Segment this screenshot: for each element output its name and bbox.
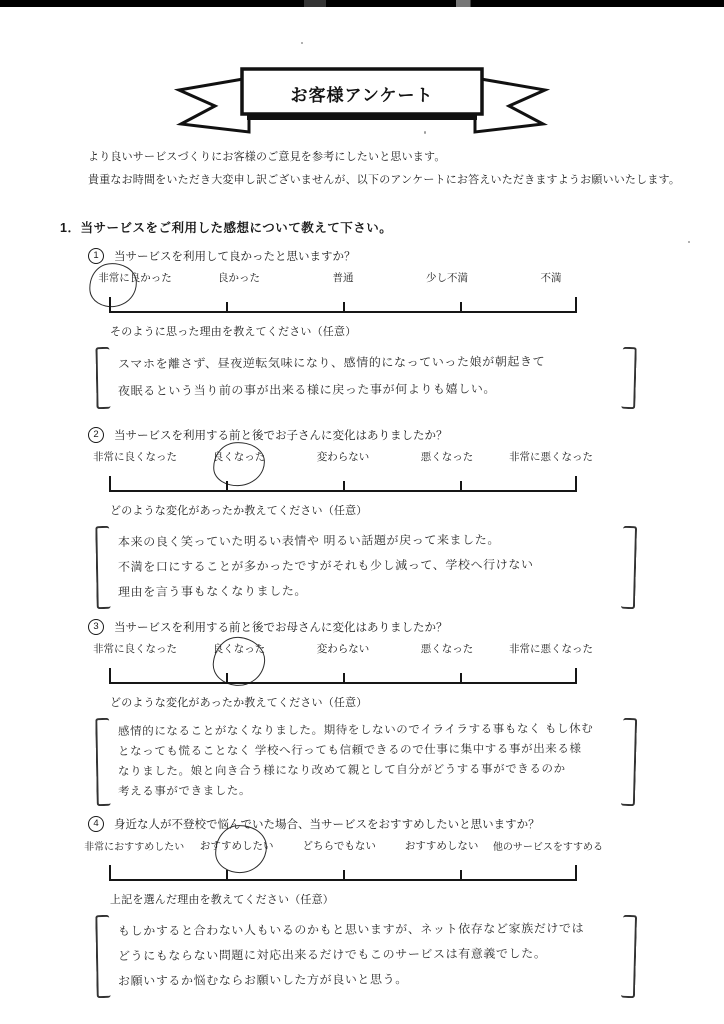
- question-4-answer: [96, 913, 636, 1000]
- scale-option: 非常に良くなった: [93, 451, 177, 463]
- handwritten-line: となっても慌ることなく 学校へ行っても信頼できるので仕事に集中する事が出来る様: [117, 743, 582, 758]
- intro-text: [88, 146, 724, 192]
- handwritten-line: スマホを離さず、昼夜逆転気味になり、感情的になっていった娘が朝起きて: [117, 354, 546, 371]
- circled-number-icon: 4: [88, 816, 104, 832]
- scale-option: 非常におすすめしたい: [84, 842, 185, 853]
- scale-tick: [460, 673, 462, 682]
- scale-labels: [83, 449, 603, 464]
- question-1-answer: [96, 345, 636, 411]
- question-block-3: [0, 619, 724, 808]
- circled-number-icon: 1: [88, 248, 104, 264]
- handwritten-line: 不満を口にすることが多かったですがそれも少し減って、学校へ行けない: [117, 557, 534, 574]
- section-title: 1．当サービスをご利用した感想について教えて下さい。: [60, 221, 393, 235]
- scale-tick: [343, 481, 345, 490]
- scale-line: [109, 476, 577, 492]
- question-2-answer: [96, 524, 636, 611]
- scale-option: 変わらない: [316, 451, 370, 463]
- ribbon-banner: [169, 66, 555, 136]
- handwritten-line: 夜眠るという当り前の事が出来る様に戻った事が何よりも嬉しい。: [117, 381, 497, 398]
- scale-option: 普通: [332, 272, 354, 284]
- handwritten-line: どうにもならない問題に対応出来るだけでもこのサービスは有意義でした。: [117, 946, 547, 963]
- bracket-right-mark: [621, 526, 637, 609]
- scale-option: 非常に良くなった: [93, 643, 177, 655]
- scale-tick: [343, 870, 345, 879]
- scale-labels: [83, 838, 603, 853]
- scan-artifact-top-edge: [0, 0, 724, 7]
- scale-labels: [83, 270, 603, 285]
- question-2-followup: どのような変化があったか教えてください（任意）: [110, 505, 368, 517]
- question-4-scale: [83, 838, 603, 881]
- scale-option: 悪くなった: [420, 643, 474, 655]
- handwritten-line: もしかすると合わない人もいるのかもと思いますが、ネット依存など家族だけでは: [117, 921, 585, 938]
- intro-line-2: 貴重なお時間をいただき大変申し訳ございませんが、以下のアンケートにお答えいただきますようお願いいたします。: [88, 174, 681, 186]
- question-4-followup: 上記を選んだ理由を教えてください（任意）: [110, 894, 334, 906]
- bracket-left-mark: [95, 915, 110, 998]
- question-3-scale: [83, 641, 603, 684]
- question-3-text: 当サービスを利用する前と後でお母さんに変化はありましたか？: [114, 622, 448, 634]
- bracket-left-mark: [95, 526, 110, 609]
- bracket-right-mark: [621, 347, 637, 409]
- scale-option: 変わらない: [316, 643, 370, 655]
- handwritten-line: お願いするか悩むならお願いした方が良いと思う。: [117, 972, 408, 988]
- scale-tick: [109, 476, 111, 490]
- handwritten-line: 理由を言う事もなくなりました。: [117, 583, 308, 599]
- intro-line-1: より良いサービスづくりにお客様のご意見を参考にしたいと思います。: [88, 151, 446, 163]
- scale-tick: [226, 302, 228, 311]
- scale-tick: [109, 668, 111, 682]
- scale-option: おすすめしたい: [199, 840, 274, 852]
- scale-option: 良かった: [218, 272, 260, 284]
- handwritten-line: 感情的になることがなくなりました。期待をしないのでイライラする事もなく もし休む: [117, 723, 594, 738]
- scale-tick: [460, 870, 462, 879]
- question-3-answer: [96, 716, 636, 808]
- question-2-text: 当サービスを利用する前と後でお子さんに変化はありましたか？: [114, 430, 448, 442]
- question-3-followup: どのような変化があったか教えてください（任意）: [110, 697, 368, 709]
- circled-number-icon: 2: [88, 427, 104, 443]
- scale-line: [109, 668, 577, 684]
- question-block-1: [0, 248, 724, 411]
- bracket-right-mark: [621, 915, 637, 998]
- question-2-header: [88, 427, 724, 443]
- question-1-scale: [83, 270, 603, 313]
- question-block-4: [0, 816, 724, 1000]
- scale-labels: [83, 641, 603, 656]
- scale-option: 良くなった: [212, 643, 266, 655]
- scale-line: [109, 297, 577, 313]
- scale-option: 良くなった: [212, 451, 266, 463]
- question-2-scale: [83, 449, 603, 492]
- bracket-left-mark: [95, 718, 111, 806]
- scale-option: 他のサービスをすすめる: [492, 842, 603, 853]
- question-4-text: 身近な人が不登校で悩んでいた場合、当サービスをおすすめしたいと思いますか？: [114, 819, 540, 831]
- scale-tick: [343, 673, 345, 682]
- scale-option: 非常に良かった: [98, 272, 172, 284]
- scale-tick: [575, 668, 577, 682]
- question-1-text: 当サービスを利用して良かったと思いますか？: [114, 251, 356, 263]
- scan-speck: [688, 241, 690, 243]
- question-1-header: [88, 248, 724, 264]
- scale-tick: [226, 870, 228, 879]
- scale-tick: [343, 302, 345, 311]
- scale-tick: [226, 481, 228, 490]
- handwritten-line: 本来の良く笑っていた明るい表情や 明るい話題が戻って来ました。: [117, 532, 500, 549]
- scale-tick: [460, 302, 462, 311]
- scale-tick: [109, 865, 111, 879]
- scale-option: どちらでもない: [302, 840, 376, 852]
- question-3-header: [88, 619, 724, 635]
- handwritten-line: なりました。娘と向き合う様になり改めて親として自分がどうする事ができるのか: [117, 763, 566, 778]
- scale-tick: [575, 297, 577, 311]
- question-1-followup: そのように思った理由を教えてください（任意）: [110, 326, 357, 338]
- circled-number-icon: 3: [88, 619, 104, 635]
- question-block-2: [0, 427, 724, 611]
- scale-option: 悪くなった: [420, 451, 474, 463]
- scale-tick: [109, 297, 111, 311]
- scale-option: おすすめしない: [404, 840, 479, 852]
- scale-tick: [226, 673, 228, 682]
- scale-option: 非常に悪くなった: [509, 643, 593, 655]
- scale-option: 少し不満: [426, 272, 468, 284]
- handwritten-line: 考える事ができました。: [117, 785, 252, 798]
- question-4-header: [88, 816, 724, 832]
- scale-option: 不満: [540, 272, 562, 284]
- bracket-left-mark: [95, 347, 110, 409]
- scale-tick: [575, 476, 577, 490]
- scale-line: [109, 865, 577, 881]
- bracket-right-mark: [621, 718, 637, 806]
- scan-speck: [301, 42, 303, 44]
- scale-tick: [460, 481, 462, 490]
- scale-option: 非常に悪くなった: [509, 451, 593, 463]
- survey-title: お客様アンケート: [290, 85, 434, 105]
- scale-tick: [575, 865, 577, 879]
